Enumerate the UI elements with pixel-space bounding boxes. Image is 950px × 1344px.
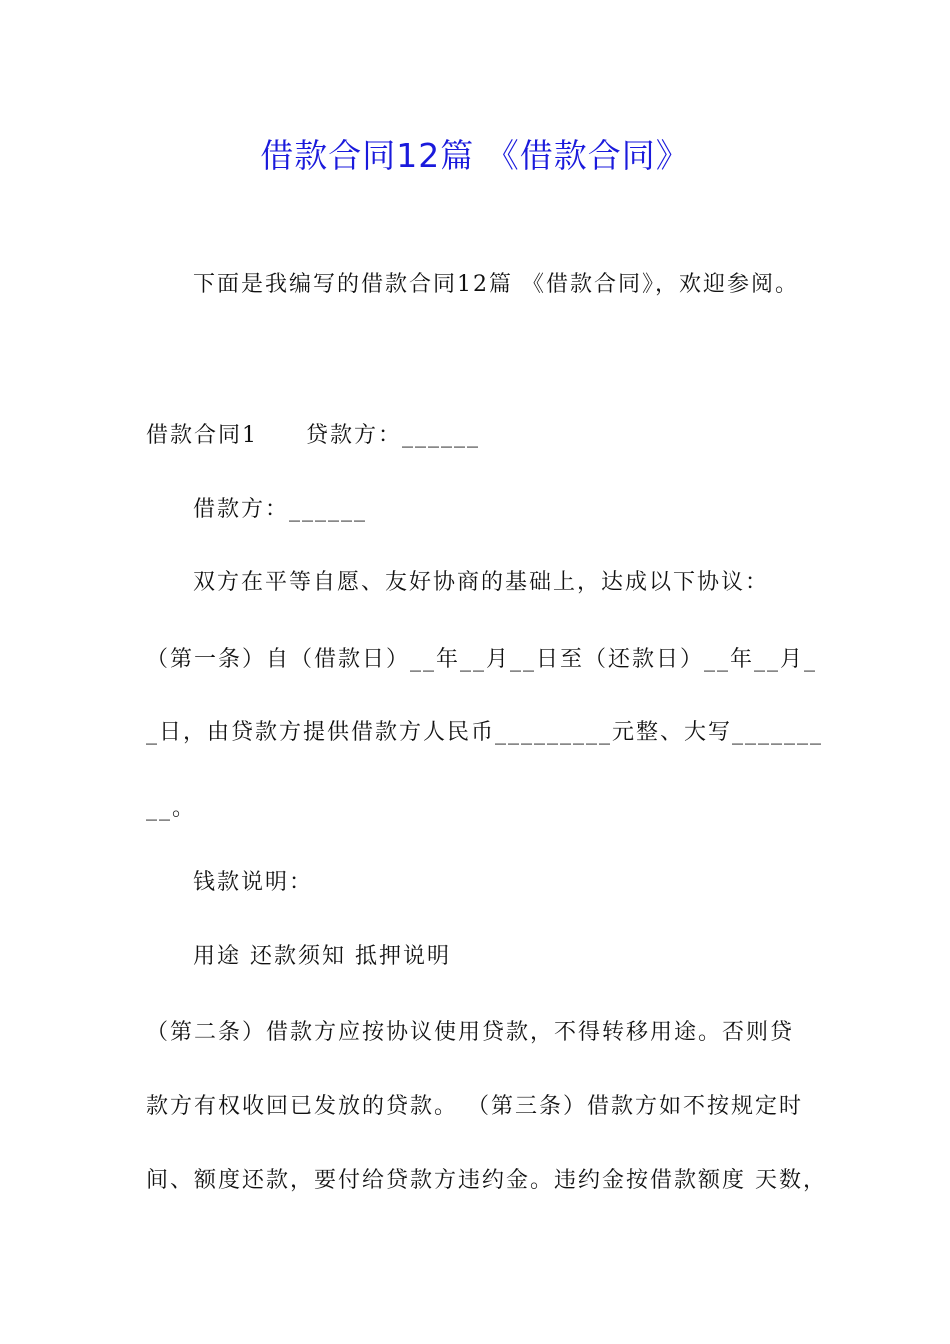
money-note-heading: 钱款说明： (193, 870, 314, 895)
document-title: 借款合同12篇 《借款合同》 (260, 136, 690, 175)
article2-line: 款方有权收回已发放的贷款。 （第三条）借款方如不按规定时 (146, 1094, 803, 1119)
article1-line: __。 (146, 796, 197, 821)
intro-paragraph: 下面是我编写的借款合同12篇 《借款合同》，欢迎参阅。 (193, 272, 799, 297)
article3-line: 间、额度还款，要付给贷款方违约金。违约金按借款额度 天数， (146, 1168, 827, 1193)
usage-line: 用途 还款须知 抵押说明 (193, 944, 451, 969)
lender-field: 贷款方：______ (306, 423, 481, 448)
article1-line: （第一条）自（借款日）__年__月__日至（还款日）__年__月_ (146, 647, 818, 672)
article1-line: _日，由贷款方提供借款方人民币_________元整、大写_______ (146, 720, 824, 745)
borrower-field: 借款方：______ (193, 497, 368, 522)
agreement-paragraph: 双方在平等自愿、友好协商的基础上，达成以下协议： (193, 570, 770, 595)
section-heading: 借款合同1 (146, 423, 258, 448)
article2-line: （第二条）借款方应按协议使用贷款，不得转移用途。否则贷 (146, 1020, 795, 1045)
